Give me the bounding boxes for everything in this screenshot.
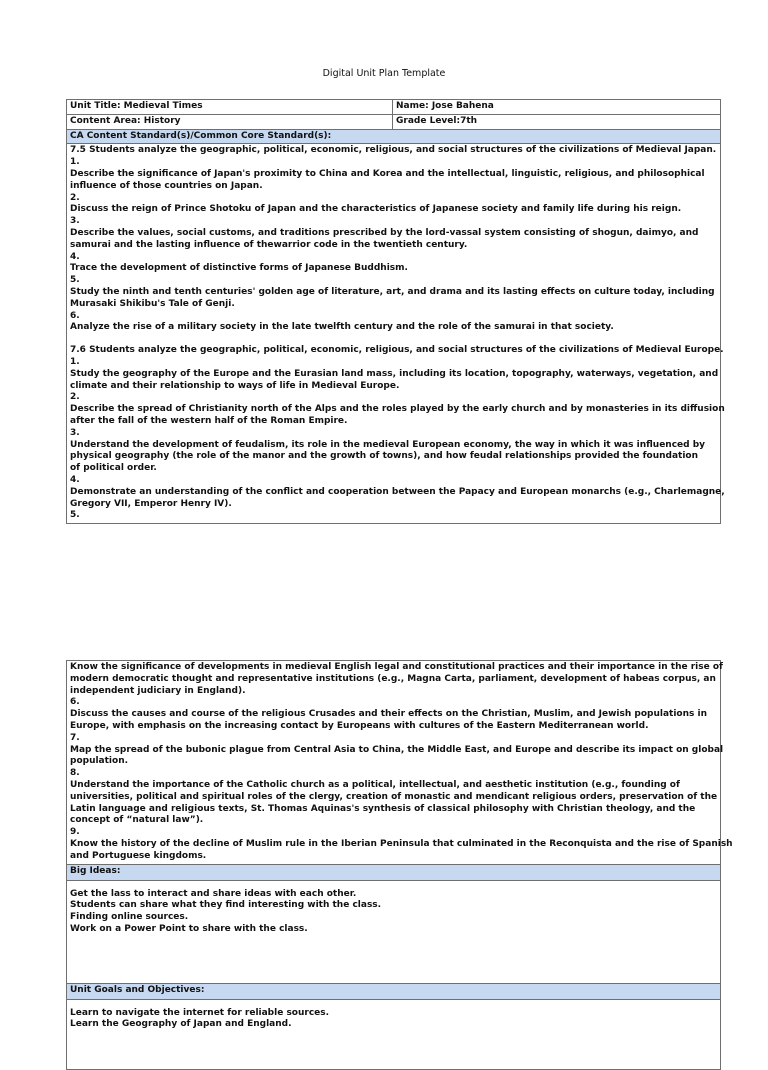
- standard-line: 6.: [70, 310, 80, 321]
- big-ideas-cell: [67, 880, 721, 983]
- goals-text: [70, 1008, 717, 1032]
- standard-line: 5.: [70, 275, 80, 286]
- standard-line: Know the significance of developments in medieval English legal and constitutional practices and their importance in the rise of: [70, 662, 723, 672]
- standard-line: 7.: [70, 732, 80, 743]
- standard-line: population.: [70, 756, 129, 767]
- standard-line: 5.: [70, 510, 80, 521]
- standard-line: Discuss the reign of Prince Shotoku of Japan and the characteristics of Japanese society and family life during his reign.: [70, 204, 682, 215]
- standard-line: 2.: [70, 192, 80, 203]
- goals-cell: [67, 999, 721, 1069]
- big-ideas-text: [70, 889, 717, 936]
- standard-line: of political order.: [70, 463, 157, 474]
- standards-continued-row: [67, 661, 721, 865]
- standard-line: concept of “natural law”).: [70, 815, 204, 826]
- standard-line: 4.: [70, 474, 80, 485]
- content-row: [67, 114, 721, 129]
- standard-line: Analyze the rise of a military society in the late twelfth century and the role of the samurai in that society.: [70, 322, 614, 333]
- standard-line: 6.: [70, 697, 80, 708]
- standard-line: Gregory VII, Emperor Henry IV).: [70, 498, 232, 509]
- standards-header: CA Content Standard(s)/Common Core Standard(s):: [67, 129, 721, 144]
- standard-line: Describe the spread of Christianity north of the Alps and the roles played by the early church and by monasteries in its diffusion: [70, 404, 725, 415]
- standard-line: climate and their relationship to ways of life in Medieval Europe.: [70, 380, 400, 391]
- standard-line: 3.: [70, 427, 80, 438]
- standard-line: Describe the significance of Japan's proximity to China and Korea and the intellectual, linguistic, religious, and philosophical: [70, 168, 705, 179]
- standard-line: independent judiciary in England).: [70, 685, 246, 696]
- standard-line: Understand the development of feudalism, its role in the medieval European economy, the way in which it was influenced by: [70, 439, 706, 450]
- standard-line: Murasaki Shikibu's Tale of Genji.: [70, 298, 235, 309]
- unit-title-cell: Unit Title: Medieval Times: [67, 100, 393, 115]
- standards-continued-cell: [67, 661, 733, 865]
- standard-line: Trace the development of distinctive forms of Japanese Buddhism.: [70, 263, 408, 274]
- standard-line: Discuss the causes and course of the religious Crusades and their effects on the Christian, Muslim, and Jewish populations in: [70, 709, 708, 720]
- standard-line: physical geography (the role of the manor and the growth of towns), and how feudal relationships provided the foundation: [70, 451, 699, 462]
- standard-line: Study the geography of the Europe and the Eurasian land mass, including its location, topography, waterways, vegetation, and: [70, 368, 719, 379]
- standard-line: 8.: [70, 768, 80, 779]
- big-ideas-header-row: [67, 864, 721, 880]
- standard-line: 3.: [70, 216, 80, 227]
- unit-row: [67, 100, 721, 115]
- standard-line: Understand the importance of the Catholic church as a political, intellectual, and aesthetic institution (e.g., founding of: [70, 779, 680, 790]
- grade-level-cell: Grade Level:7th: [393, 114, 721, 129]
- standards-header-row: [67, 129, 721, 144]
- standards-text: [70, 145, 725, 522]
- goals-header-row: [67, 983, 721, 999]
- goals-header: Unit Goals and Objectives:: [67, 983, 721, 999]
- goals-row: [67, 999, 721, 1069]
- standard-line: and Portuguese kingdoms.: [70, 850, 207, 861]
- standard-line: 1.: [70, 157, 80, 168]
- standard-line: Know the history of the decline of Muslim rule in the Iberian Peninsula that culminated in the Reconquista and the rise of Spanish: [70, 838, 733, 849]
- goal-line: Learn to navigate the internet for reliable sources.: [70, 1007, 330, 1018]
- standard-line: modern democratic thought and representative institutions (e.g., Magna Carta, parliament, development of habeas corpus, an: [70, 673, 716, 684]
- standard-line: 1.: [70, 356, 80, 367]
- standard-line: influence of those countries on Japan.: [70, 180, 263, 191]
- standard-line: samurai and the lasting influence of thewarrior code in the twentieth century.: [70, 239, 468, 250]
- standard-line: 4.: [70, 251, 80, 262]
- standard-line: 7.5 Students analyze the geographic, political, economic, religious, and social structures of the civilizations of Medieval Japan.: [70, 145, 717, 156]
- standard-line: universities, political and spiritual roles of the clergy, creation of monastic and mendicant religious orders, preservation of the: [70, 791, 718, 802]
- standard-line: Europe, with emphasis on the increasing contact by Europeans with cultures of the Eastern Mediterranean world.: [70, 720, 649, 731]
- name-cell: Name: Jose Bahena: [393, 100, 721, 115]
- standard-line: Latin language and religious texts, St. Thomas Aquinas's synthesis of classical philosophy with Christian theology, and the: [70, 803, 696, 814]
- standard-line: 7.6 Students analyze the geographic, political, economic, religious, and social structures of the civilizations of Medieval Europe.: [70, 345, 724, 356]
- standard-line: after the fall of the western half of the Roman Empire.: [70, 415, 348, 426]
- unit-plan-table-page-1: [66, 99, 725, 524]
- big-idea-line: Get the lass to interact and share ideas with each other.: [70, 888, 357, 899]
- standards-cell: [67, 144, 725, 524]
- standards-row: [67, 144, 721, 524]
- standard-line: 2.: [70, 392, 80, 403]
- standard-line: Map the spread of the bubonic plague from Central Asia to China, the Middle East, and Europe and describe its impact on global: [70, 744, 724, 755]
- big-idea-line: Students can share what they find interesting with the class.: [70, 900, 382, 911]
- content-area-cell: Content Area: History: [67, 114, 393, 129]
- big-ideas-row: [67, 880, 721, 983]
- standard-line: Describe the values, social customs, and traditions prescribed by the lord-vassal system consisting of shogun, daimyo, and: [70, 227, 699, 238]
- big-idea-line: Finding online sources.: [70, 912, 189, 923]
- document-title: Digital Unit Plan Template: [322, 68, 446, 79]
- blank-line: [70, 334, 717, 345]
- standard-line: 9.: [70, 827, 80, 838]
- standard-line: Study the ninth and tenth centuries' golden age of literature, art, and drama and its lasting effects on culture today, including: [70, 286, 715, 297]
- standard-line: Demonstrate an understanding of the conflict and cooperation between the Papacy and European monarchs (e.g., Charlemagne,: [70, 486, 725, 497]
- big-ideas-header: Big Ideas:: [67, 864, 721, 880]
- big-idea-line: Work on a Power Point to share with the class.: [70, 923, 308, 934]
- goal-line: Learn the Geography of Japan and England.: [70, 1019, 292, 1030]
- unit-plan-table-page-2: [66, 660, 733, 1070]
- standards-continued-text: [70, 662, 733, 863]
